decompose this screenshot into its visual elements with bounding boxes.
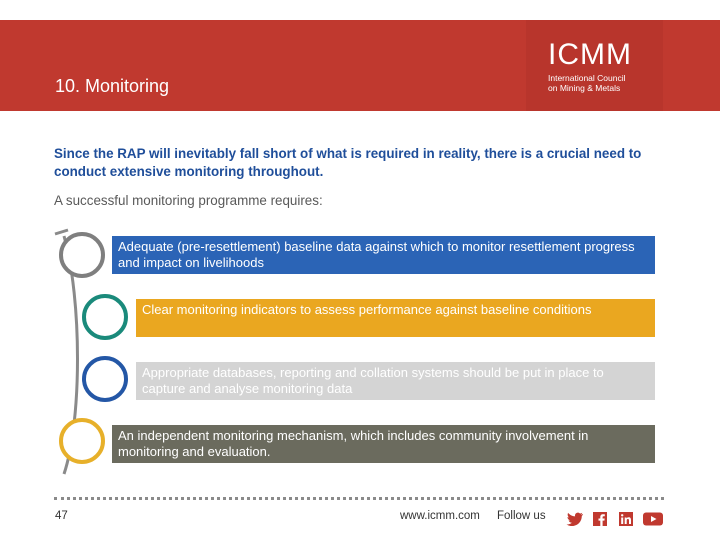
logo-subtitle-line2: on Mining & Metals: [548, 83, 621, 93]
requirement-marker-2: [82, 294, 128, 340]
intro-text: A successful monitoring programme requires:: [54, 193, 323, 208]
website-link[interactable]: www.icmm.com: [400, 510, 480, 522]
requirement-marker-1: [59, 232, 105, 278]
logo-wordmark: ICMM: [548, 38, 632, 71]
requirement-text-3: Appropriate databases, reporting and collation systems should be put in place to capture and analyse monitoring data: [142, 365, 604, 396]
lead-paragraph: Since the RAP will inevitably fall short of what is required in reality, there is a crucial need to conduct extensive monitoring throughout.: [54, 146, 642, 179]
facebook-icon[interactable]: [591, 512, 609, 526]
youtube-icon[interactable]: [643, 512, 663, 526]
requirement-text-4: An independent monitoring mechanism, which includes community involvement in monitoring and evaluation.: [118, 428, 589, 459]
requirement-text-2: Clear monitoring indicators to assess performance against baseline conditions: [142, 302, 592, 317]
requirement-item-2: [136, 299, 655, 337]
requirement-text-1: Adequate (pre-resettlement) baseline data against which to monitor resettlement progress and impact on livelihoods: [118, 239, 635, 270]
logo-subtitle-line1: International Council: [548, 73, 626, 83]
follow-us-label: Follow us: [497, 510, 546, 522]
page-title: 10. Monitoring: [55, 76, 170, 96]
linkedin-icon[interactable]: [617, 512, 635, 526]
requirement-item-1: [112, 236, 655, 274]
page-number: 47: [55, 510, 68, 522]
requirement-item-4: [112, 425, 655, 463]
requirement-item-3: [136, 362, 655, 400]
requirement-marker-3: [82, 356, 128, 402]
twitter-icon[interactable]: [566, 512, 584, 526]
footer-divider: [54, 497, 664, 500]
requirement-marker-4: [59, 418, 105, 464]
